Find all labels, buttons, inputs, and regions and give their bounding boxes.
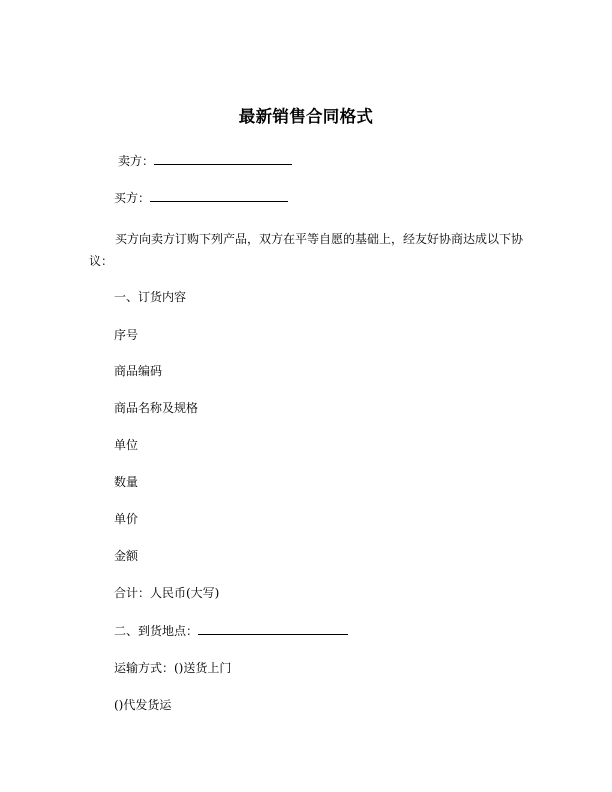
buyer-blank[interactable]: [150, 189, 288, 202]
field-unit-price: 单价: [114, 512, 139, 526]
field-quantity: 数量: [114, 475, 139, 489]
field-product-name-spec: 商品名称及规格: [114, 401, 199, 415]
document-title: 最新销售合同格式: [238, 107, 374, 126]
seller-line: [118, 152, 292, 169]
buyer-label: 买方：: [114, 191, 151, 205]
field-product-code: 商品编码: [114, 364, 163, 378]
buyer-line: [114, 189, 288, 206]
field-unit: 单位: [114, 438, 139, 452]
field-amount: 金额: [114, 549, 139, 563]
section1-heading: 一、订货内容: [114, 290, 187, 304]
transport-option-freight: ()代发货运: [114, 698, 172, 712]
delivery-location-line: [114, 622, 348, 639]
delivery-location-blank[interactable]: [198, 622, 348, 635]
field-serial-number: 序号: [114, 328, 139, 342]
seller-label: 卖方：: [118, 154, 155, 168]
intro-paragraph: 买方向卖方订购下列产品，双方在平等自愿的基础上，经友好协商达成以下协议：: [89, 232, 524, 268]
seller-blank[interactable]: [154, 152, 292, 165]
transport-method: 运输方式：()送货上门: [114, 661, 232, 675]
delivery-location-label: 二、到货地点：: [114, 624, 199, 638]
total-label: 合计：人民币(大写): [114, 586, 220, 600]
